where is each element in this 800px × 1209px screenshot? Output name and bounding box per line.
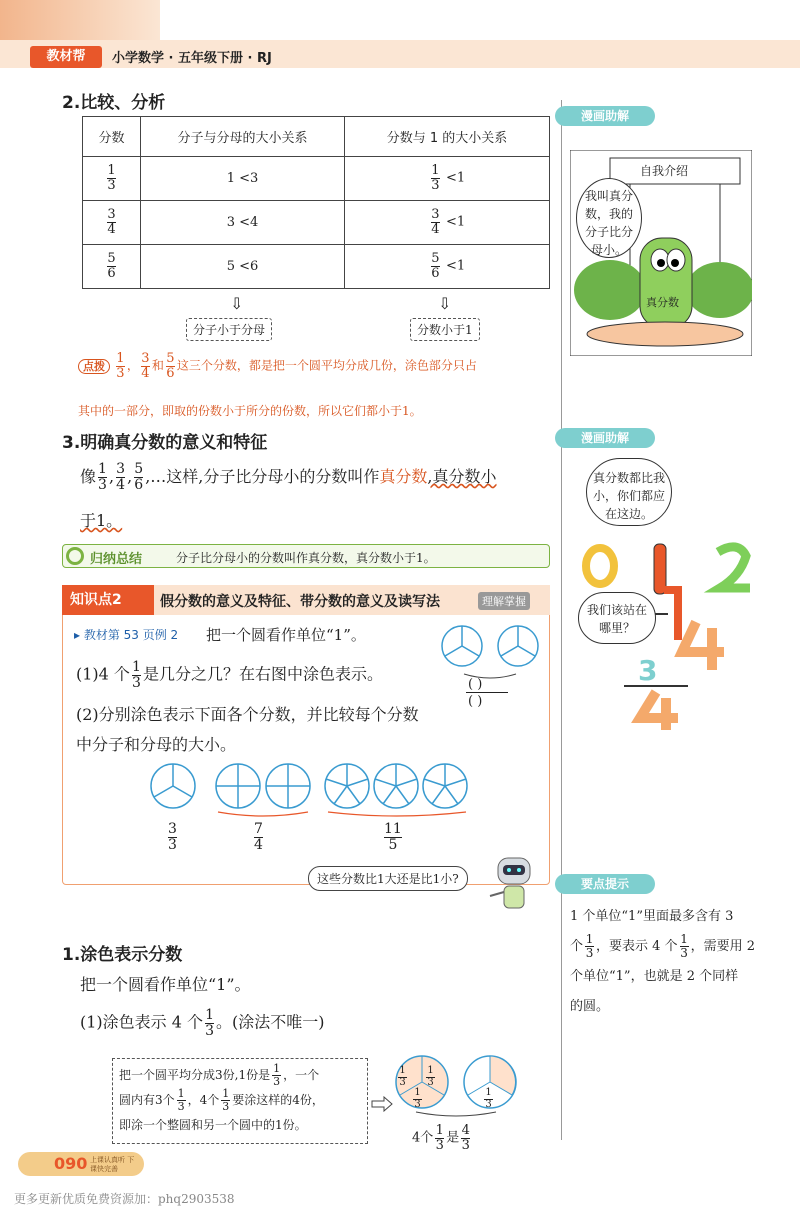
cell-relation: 1 <3	[141, 157, 345, 201]
fraction-11-5: $\frac{11}{5}$	[384, 821, 402, 853]
series-title: 小学数学 · 五年级下册 · RJ	[112, 51, 272, 66]
piece-label: $\frac{1}{3}$	[427, 1065, 434, 1088]
table-row: $\frac{1}{3}$ 1 <3 $\frac{1}{3}$ <1	[83, 157, 550, 201]
piece-label: $\frac{1}{3}$	[485, 1087, 492, 1110]
fraction-circles-row	[140, 760, 480, 820]
fraction-7-4: $\frac{7}{4}$	[254, 821, 263, 853]
comic-character-label: 真分数	[646, 296, 679, 309]
conclusion-box: 分子小于分母	[186, 318, 272, 341]
key-point-tag: 要点提示	[555, 874, 655, 894]
fraction: $\frac{3}{4}$	[431, 207, 440, 237]
piece-label: $\frac{1}{3}$	[414, 1087, 421, 1110]
comic-sign: 自我介绍	[640, 164, 689, 178]
result-line: 4个 $\frac{1}{3}$ 是 $\frac{4}{3}$	[412, 1123, 470, 1153]
fraction: $\frac{5}{6}$	[107, 251, 116, 281]
fraction: $\frac{3}{4}$	[107, 207, 116, 237]
fraction: $\frac{1}{3}$	[107, 163, 116, 193]
robot-question-bubble: 这些分数比1大还是比1小?	[308, 866, 468, 891]
col-header: 分数与 1 的大小关系	[345, 117, 550, 157]
speech-bubble: 我叫真分数，我的分子比分母小。	[576, 178, 642, 258]
page-note: 上课认真听 下课快完善	[90, 1156, 135, 1173]
fraction-bar	[466, 692, 508, 693]
conclusion-box: 分数小于1	[410, 318, 480, 341]
down-arrow-icon: ⇩	[438, 294, 452, 313]
summary-label: 归纳总结	[90, 552, 143, 567]
speech-bubble: 真分数都比我小，你们都应在这边。	[586, 458, 672, 526]
speech-bubble: 我们该站在哪里？	[578, 592, 656, 644]
col-header: 分子与分母的大小关系	[141, 117, 345, 157]
brand-badge: 教材帮	[30, 46, 102, 68]
blank-numerator[interactable]: ( )	[468, 677, 483, 692]
thirds-circles	[438, 622, 546, 714]
definition-paragraph: 像 $\frac{1}{3}$ , $\frac{3}{4}$ , $\frac{5}{6}$ ,…这样,分子比分母小的分数叫作真分数,真分数小	[80, 461, 497, 493]
tip-paragraph: 点拨 $\frac{1}{3}$ ， $\frac{3}{4}$ 和 $\frac{5}{6}$ 这三个分数，都是把一个圆平均分成几份，涂色部分只占	[78, 352, 558, 380]
col-header: 分数	[83, 117, 141, 157]
column-divider	[561, 100, 562, 1140]
textbook-ref: ▸ 教材第 53 页例 2	[74, 628, 179, 642]
ref-text: 把一个圆看作单位“1”。	[206, 626, 366, 644]
table-row: $\frac{5}{6}$ 5 <6 $\frac{5}{6}$ <1	[83, 245, 550, 289]
blank-denominator[interactable]: ( )	[468, 694, 483, 709]
down-arrow-icon: ⇩	[230, 294, 244, 313]
piece-label: $\frac{1}{3}$	[399, 1065, 406, 1088]
cell-relation: 3 <4	[141, 201, 345, 245]
difficulty-badge: 理解掌握	[478, 592, 530, 610]
instruction-2: (1)涂色表示 4 个 $\frac{1}{3}$ 。(涂法不唯一)	[80, 1007, 325, 1039]
knowledge-point-number: 知识点2	[62, 585, 154, 615]
tip-label: 点拨	[78, 359, 110, 374]
target-icon	[66, 547, 84, 565]
svg-text:3: 3	[638, 654, 658, 687]
section-title-proper: 3.明确真分数的意义和特征	[62, 433, 268, 453]
section-title-compare: 2.比较、分析	[62, 93, 166, 113]
section-title-shade: 1.涂色表示分数	[62, 945, 183, 965]
table-row: $\frac{3}{4}$ 3 <4 $\frac{3}{4}$ <1	[83, 201, 550, 245]
cell-relation: 5 <6	[141, 245, 345, 289]
tip-paragraph-2: 其中的一部分，即取的份数小于所分的份数，所以它们都小于1。	[78, 404, 422, 418]
knowledge-point-title: 假分数的意义及特征、带分数的意义及读写法	[160, 594, 440, 610]
question-2b: 中分子和分母的大小。	[76, 735, 237, 754]
robot-icon	[488, 852, 540, 916]
comic-tag: 漫画助解	[555, 428, 655, 448]
instruction-1: 把一个圆看作单位“1”。	[80, 975, 251, 994]
arrow-right-icon	[370, 1096, 394, 1112]
credit-text: 更多更新优质免费资源加：phq2903538	[14, 1192, 235, 1206]
fraction: $\frac{1}{3}$	[431, 163, 440, 193]
page-number: 090	[54, 1154, 88, 1173]
fraction-3-3: $\frac{3}{3}$	[168, 821, 177, 853]
comparison-table	[82, 116, 550, 289]
question-1: (1)4 个 $\frac{1}{3}$ 是几分之几？在右图中涂色表示。	[76, 659, 383, 691]
term-highlight: 真分数	[379, 467, 428, 486]
summary-text: 分子比分母小的分数叫作真分数，真分数小于1。	[176, 551, 436, 565]
question-2: (2)分别涂色表示下面各个分数，并比较每个分数	[76, 705, 419, 724]
header-band	[0, 0, 160, 40]
definition-end: 于1。	[80, 511, 123, 530]
fraction: $\frac{5}{6}$	[431, 251, 440, 281]
key-point-text: 1 个单位“1”里面最多含有 3 个 $\frac{1}{3}$ ，要表示 4 个 $\frac{1}{3}$ ，需要用 2 个单位“1”，也就是 2 个同样 的圆。	[570, 909, 755, 1014]
comic-tag: 漫画助解	[555, 106, 655, 126]
explanation-box: 把一个圆平均分成3份,1份是 $\frac{1}{3}$ ，一个 圆内有3个 $\frac{1}{3}$ ，4个 $\frac{1}{3}$ 要涂这样的4份， 即涂一个整圆和另一个圆中的1份。	[112, 1058, 368, 1144]
